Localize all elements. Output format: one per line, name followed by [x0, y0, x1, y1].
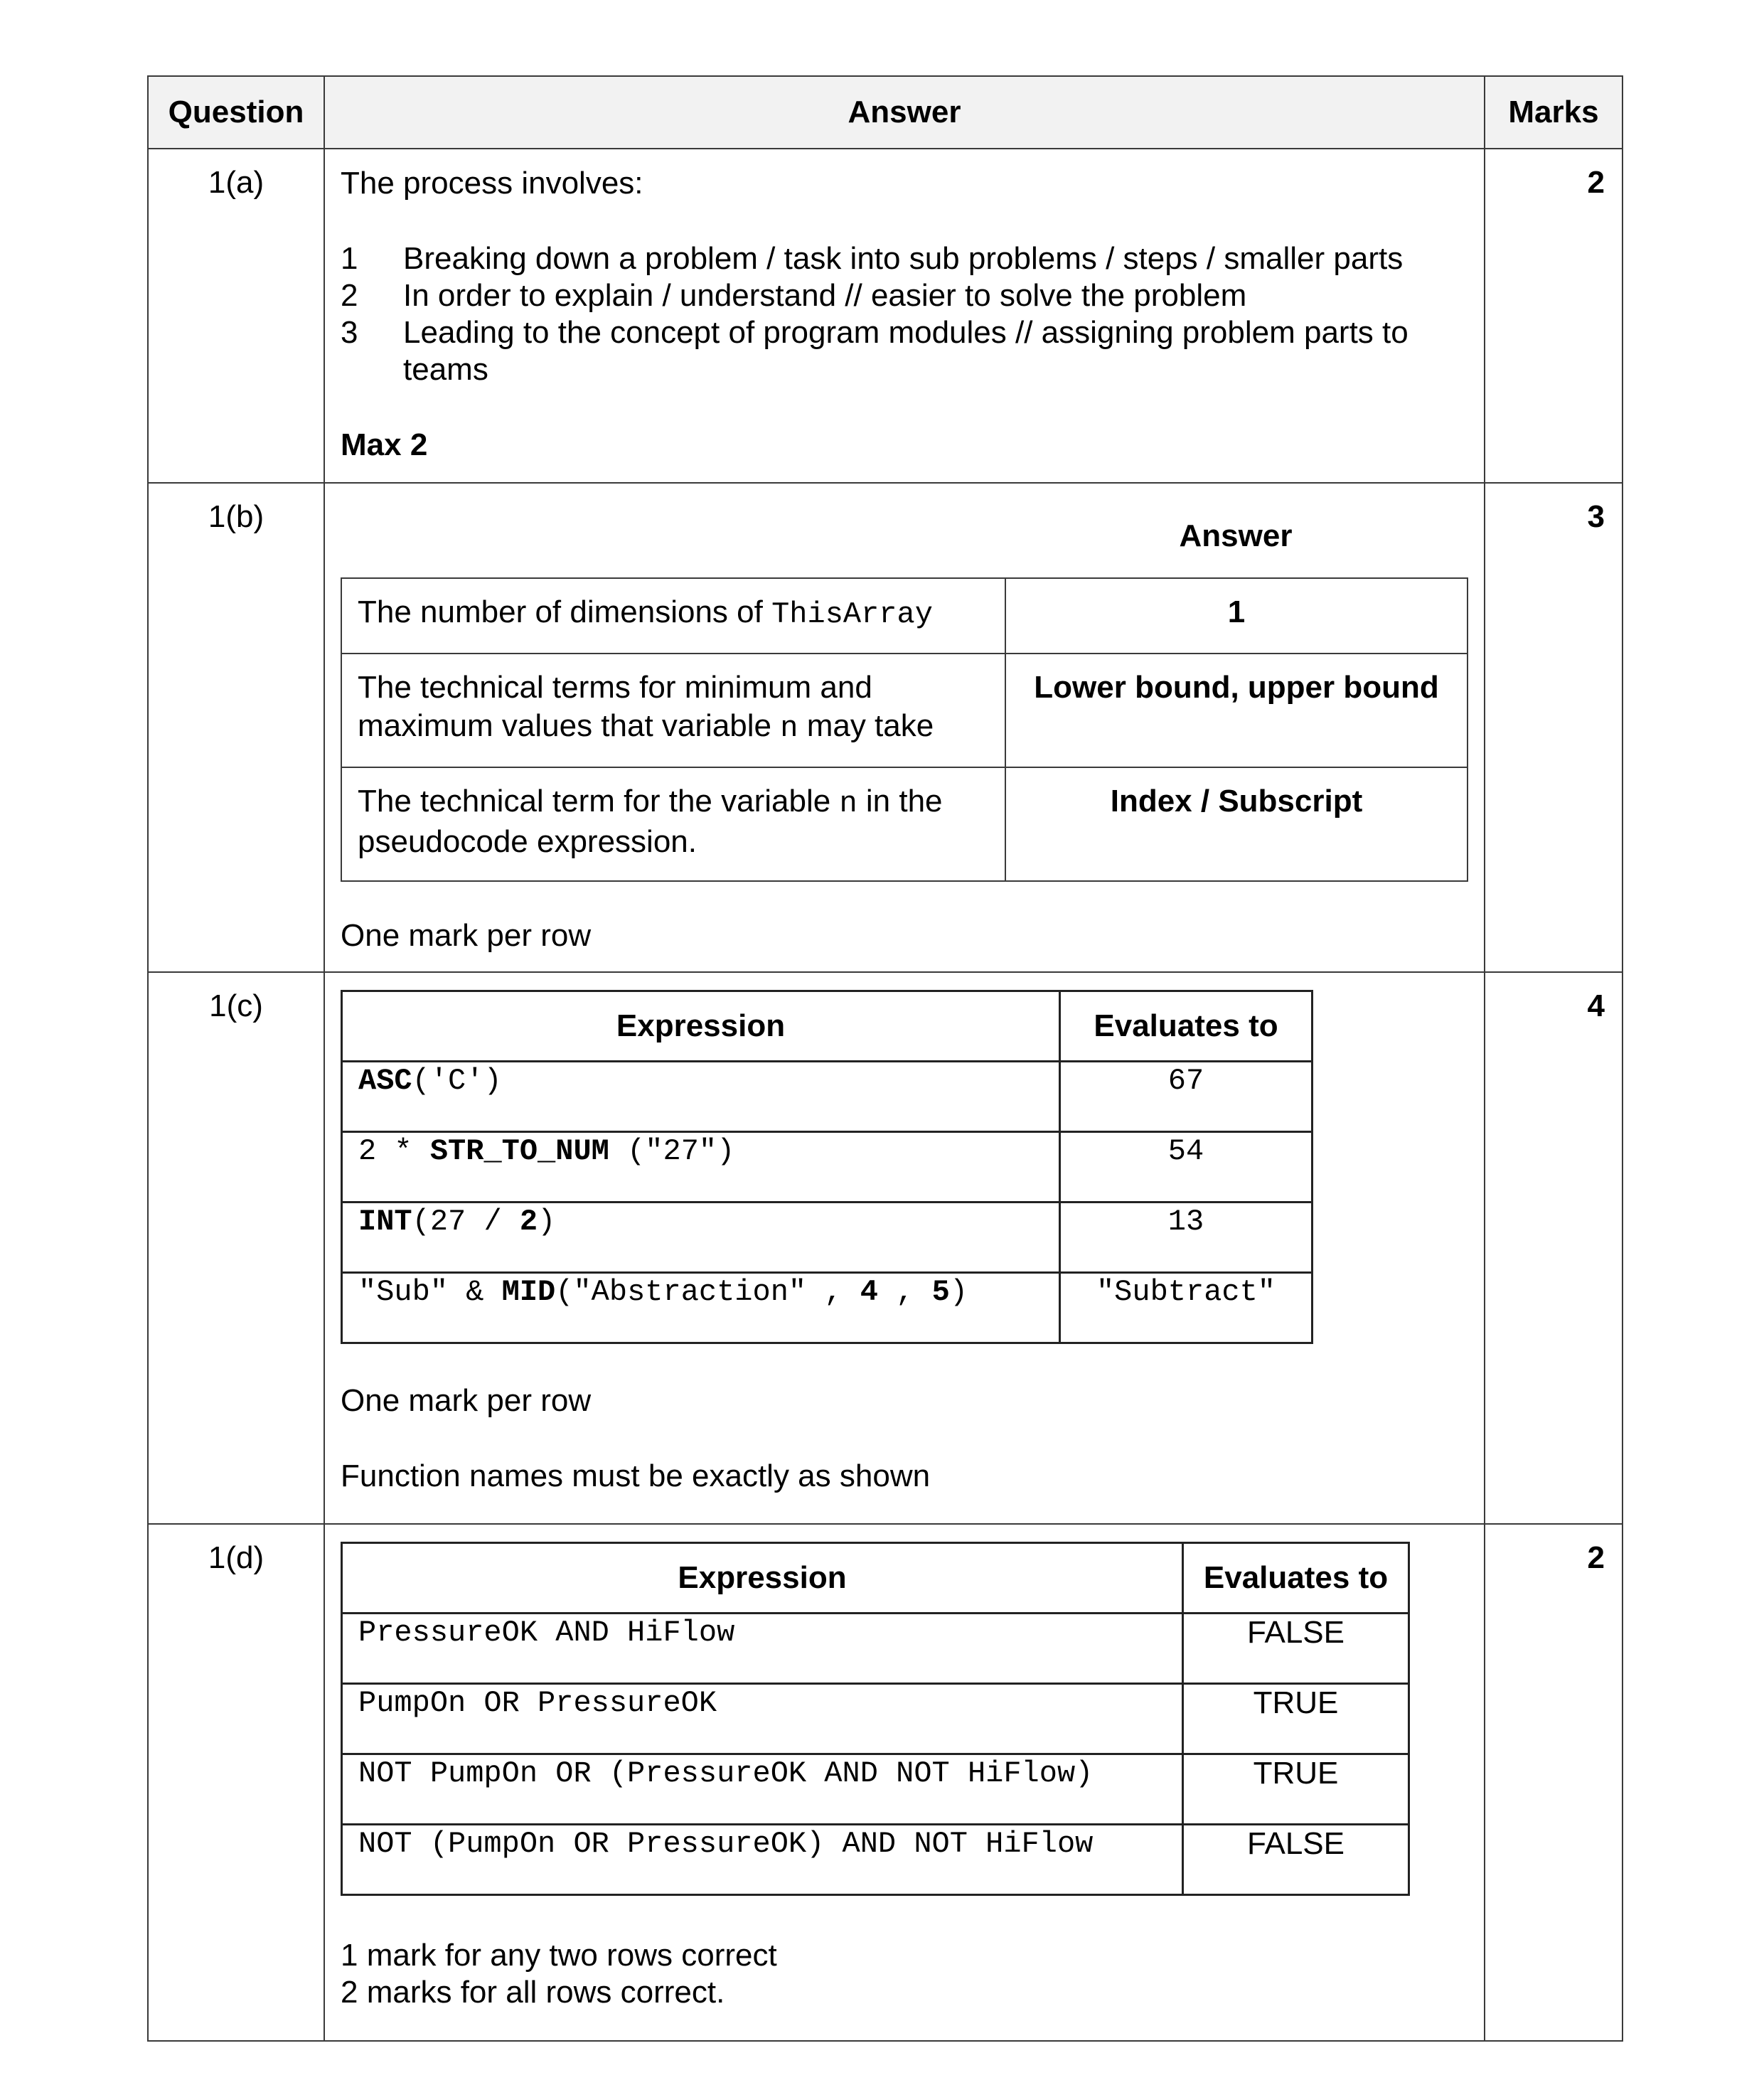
answer-cell — [324, 149, 1485, 483]
mark-scheme-table — [147, 75, 1623, 2042]
answer-cell — [324, 483, 1485, 972]
header-row — [148, 76, 1623, 149]
expression-cell: INT(27 / 2) — [342, 1203, 1060, 1273]
table-row — [342, 1132, 1313, 1203]
marks-value: 2 — [1485, 1524, 1623, 2041]
table-row — [341, 767, 1468, 881]
expression-table — [341, 1542, 1410, 1896]
result-cell: FALSE — [1183, 1614, 1409, 1684]
expression-cell: NOT PumpOn OR (PressureOK AND NOT HiFlow) — [342, 1754, 1183, 1825]
term-answer: 1 — [1005, 578, 1468, 654]
column-header-evaluates: Evaluates to — [1060, 991, 1313, 1062]
question-label: 1(c) — [148, 972, 324, 1524]
question-label: 1(a) — [148, 149, 324, 483]
expression-cell: 2 * STR_TO_NUM ("27") — [342, 1132, 1060, 1203]
marking-note: 2 marks for all rows correct. — [341, 1975, 725, 2010]
result-cell: TRUE — [1183, 1684, 1409, 1754]
table-row — [341, 578, 1468, 654]
list-item — [341, 240, 1468, 277]
answer-cell — [324, 972, 1485, 1524]
expression-cell: NOT (PumpOn OR PressureOK) AND NOT HiFlow — [342, 1825, 1183, 1895]
row-1c — [148, 972, 1623, 1524]
result-cell: FALSE — [1183, 1825, 1409, 1895]
point-text: Leading to the concept of program modules // assigning problem parts to teams — [403, 315, 1408, 387]
expression-table — [341, 990, 1313, 1344]
point-list — [341, 240, 1468, 388]
marking-note: One mark per row — [341, 1383, 592, 1418]
table-row — [342, 1684, 1409, 1754]
table-row — [342, 1273, 1313, 1343]
table-header-row — [342, 1543, 1409, 1614]
table-row — [341, 654, 1468, 767]
expression-cell: "Sub" & MID("Abstraction" , 4 , 5) — [342, 1273, 1060, 1343]
table-row — [342, 1203, 1313, 1273]
column-header-evaluates: Evaluates to — [1183, 1543, 1409, 1614]
point-text: In order to explain / understand // easier to solve the problem — [403, 278, 1247, 313]
terms-table — [341, 577, 1468, 882]
marking-note: Function names must be exactly as shown — [341, 1459, 931, 1493]
term-description: The number of dimensions of ThisArray — [341, 578, 1005, 654]
marks-value: 3 — [1485, 483, 1623, 972]
header-answer: Answer — [324, 76, 1485, 149]
row-1d — [148, 1524, 1623, 2041]
term-answer: Lower bound, upper bound — [1005, 654, 1468, 767]
expression-cell: PressureOK AND HiFlow — [342, 1614, 1183, 1684]
point-number: 3 — [341, 315, 358, 350]
question-label: 1(d) — [148, 1524, 324, 2041]
table-row — [342, 1614, 1409, 1684]
table-row — [342, 1754, 1409, 1825]
result-cell: 54 — [1060, 1132, 1313, 1203]
table-row — [342, 1062, 1313, 1132]
marks-value: 2 — [1485, 149, 1623, 483]
point-text: Breaking down a problem / task into sub problems / steps / smaller parts — [403, 241, 1404, 276]
expression-cell: PumpOn OR PressureOK — [342, 1684, 1183, 1754]
term-description: The technical term for the variable n in the pseudocode expression. — [341, 767, 1005, 881]
term-description: The technical terms for minimum and maximum values that variable n may take — [341, 654, 1005, 767]
result-cell: TRUE — [1183, 1754, 1409, 1825]
max-note: Max 2 — [341, 427, 428, 462]
result-cell: 67 — [1060, 1062, 1313, 1132]
table-row — [342, 1825, 1409, 1895]
inner-answer-header: Answer — [1179, 518, 1293, 553]
intro-text: The process involves: — [341, 166, 643, 201]
result-cell: "Subtract" — [1060, 1273, 1313, 1343]
point-number: 2 — [341, 278, 358, 313]
header-marks: Marks — [1485, 76, 1623, 149]
result-cell: 13 — [1060, 1203, 1313, 1273]
header-question: Question — [148, 76, 324, 149]
marks-value: 4 — [1485, 972, 1623, 1524]
column-header-expression: Expression — [342, 991, 1060, 1062]
column-header-expression: Expression — [342, 1543, 1183, 1614]
term-answer: Index / Subscript — [1005, 767, 1468, 881]
marking-note: One mark per row — [341, 918, 592, 953]
row-1a — [148, 149, 1623, 483]
list-item — [341, 314, 1468, 388]
list-item — [341, 277, 1468, 314]
point-number: 1 — [341, 241, 358, 276]
answer-cell — [324, 1524, 1485, 2041]
question-label: 1(b) — [148, 483, 324, 972]
expression-cell: ASC('C') — [342, 1062, 1060, 1132]
row-1b — [148, 483, 1623, 972]
table-header-row — [342, 991, 1313, 1062]
marking-note: 1 mark for any two rows correct — [341, 1938, 777, 1973]
